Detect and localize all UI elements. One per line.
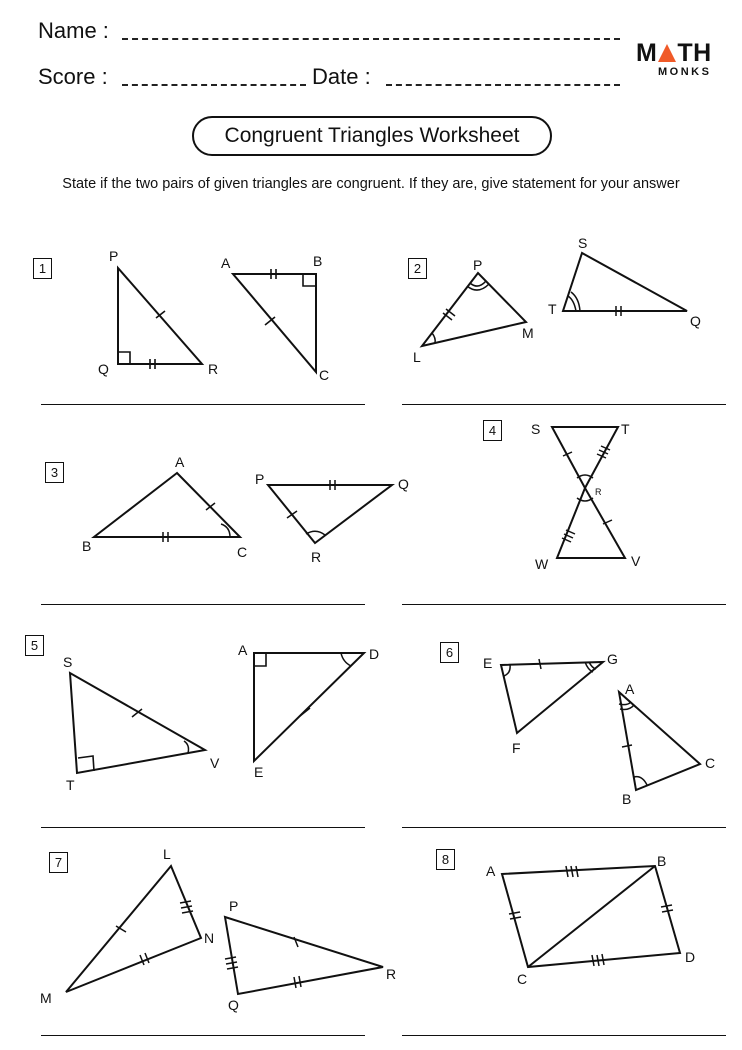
triangle-lmn — [66, 866, 201, 992]
vertex-label: P — [109, 248, 119, 264]
name-label: Name : — [38, 18, 109, 43]
instructions: State if the two pairs of given triangles are congruent. If they are, give statement for your answer — [62, 176, 680, 192]
figure-problem-4 — [531, 421, 641, 572]
vertex-label: R — [595, 487, 602, 497]
vertex-label: B — [82, 538, 92, 554]
vertex-label: B — [313, 253, 323, 269]
triangle-ade — [254, 653, 364, 761]
triangle-pqr — [118, 268, 202, 364]
vertex-label: V — [210, 755, 220, 771]
vertex-label: F — [512, 740, 521, 756]
vertex-label: M — [522, 325, 534, 341]
vertex-label: C — [319, 367, 330, 383]
figure-problem-7 — [40, 846, 396, 1013]
vertex-label: T — [66, 777, 75, 793]
vertex-label: P — [229, 898, 239, 914]
diagonal-bc — [528, 866, 655, 967]
right-angle-mark — [78, 756, 94, 771]
vertex-label: A — [175, 454, 185, 470]
triangle-stv — [70, 673, 205, 773]
figure-problem-6 — [483, 651, 715, 807]
vertex-label: W — [535, 556, 549, 572]
vertex-label: L — [413, 349, 421, 365]
vertex-label: Q — [690, 313, 701, 329]
problem-number-5: 5 — [25, 635, 44, 656]
triangle-egf — [501, 662, 603, 733]
vertex-label: S — [578, 235, 588, 251]
vertex-label: C — [705, 755, 716, 771]
vertex-label: G — [607, 651, 618, 667]
triangle-stq — [563, 253, 687, 311]
triangle-str — [552, 427, 618, 488]
problem-number-7: 7 — [49, 852, 68, 873]
vertex-label: Q — [98, 361, 109, 377]
triangle-pqr — [225, 917, 383, 994]
problem-number-3: 3 — [45, 462, 64, 483]
triangle-plm — [422, 273, 526, 346]
vertex-label: Q — [398, 476, 409, 492]
vertex-label: T — [548, 301, 557, 317]
vertex-label: C — [237, 544, 248, 560]
logo-subtitle: MONKS — [658, 66, 712, 78]
vertex-label: B — [657, 853, 667, 869]
vertex-label: Q — [228, 997, 239, 1013]
triangle-abc — [94, 473, 240, 537]
problem-number-6: 6 — [440, 642, 459, 663]
vertex-label: S — [531, 421, 541, 437]
vertex-label: P — [255, 471, 265, 487]
vertex-label: D — [369, 646, 380, 662]
vertex-label: A — [238, 642, 248, 658]
logo-word-right: TH — [677, 39, 712, 67]
vertex-label: R — [386, 966, 397, 982]
vertex-label: C — [517, 971, 528, 987]
vertex-label: S — [63, 654, 73, 670]
problem-number-4: 4 — [483, 420, 502, 441]
vertex-label: R — [208, 361, 219, 377]
vertex-label: P — [473, 257, 483, 273]
vertex-label: E — [254, 764, 264, 780]
right-angle-mark — [303, 274, 316, 286]
figure-problem-1 — [98, 248, 329, 383]
worksheet-title: Congruent Triangles Worksheet — [192, 116, 552, 156]
logo-word-left: M — [636, 39, 658, 67]
figure-problem-2 — [413, 235, 701, 365]
vertex-label: V — [631, 553, 641, 569]
figure-problem-3 — [82, 454, 409, 565]
problem-number-1: 1 — [33, 258, 52, 279]
vertex-label: N — [204, 930, 215, 946]
vertex-label: E — [483, 655, 493, 671]
figure-problem-8 — [486, 853, 695, 987]
date-label: Date : — [312, 64, 371, 89]
vertex-label: L — [163, 846, 171, 862]
triangle-pqr — [268, 485, 392, 543]
vertex-label: A — [625, 681, 635, 697]
figure-problem-5 — [63, 642, 379, 793]
triangle-abc — [233, 274, 316, 372]
problem-number-8: 8 — [436, 849, 455, 870]
problem-number-2: 2 — [408, 258, 427, 279]
vertex-label: B — [622, 791, 632, 807]
right-angle-mark — [118, 352, 130, 364]
vertex-label: R — [311, 549, 322, 565]
vertex-label: T — [621, 421, 630, 437]
right-angle-mark — [254, 653, 266, 666]
score-label: Score : — [38, 64, 108, 89]
vertex-label: M — [40, 990, 52, 1006]
vertex-label: A — [221, 255, 231, 271]
vertex-label: D — [685, 949, 696, 965]
vertex-label: A — [486, 863, 496, 879]
